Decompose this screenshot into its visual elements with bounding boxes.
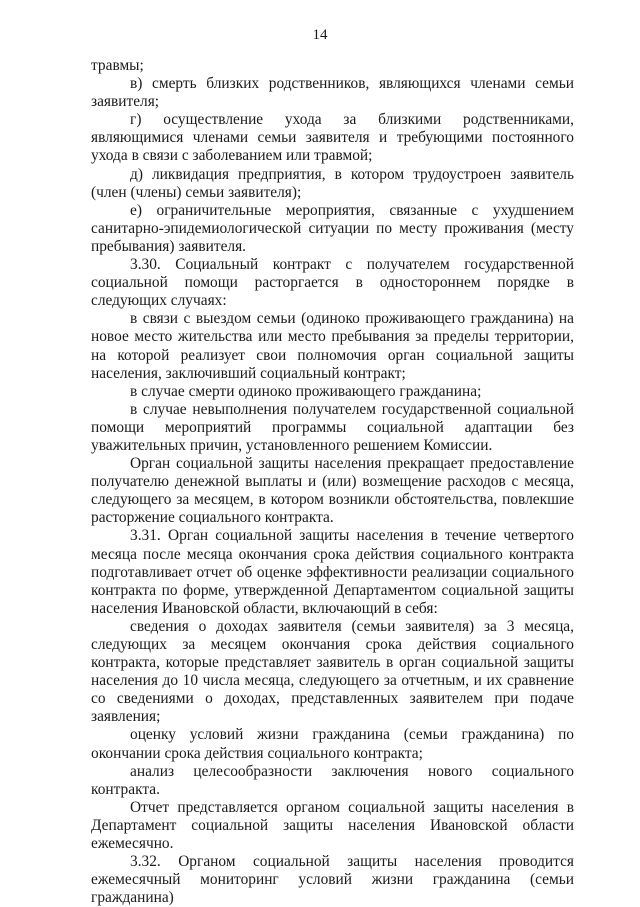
paragraph: Отчет представляется органом социальной защиты населения в Департамент социальной защиты населения Ивановской области ежемесячно. <box>91 798 574 853</box>
paragraph: г) осуществление ухода за близкими родственниками, являющимися членами семьи заявителя и требующими постоянного ухода в связи с заболеванием или травмой; <box>91 111 574 165</box>
paragraph: в случае невыполнения получателем государственной социальной помощи мероприятий программы социальной адаптации без уважительных причин, установленного решением Комиссии. <box>91 400 574 454</box>
document-body <box>91 57 574 907</box>
paragraph: оценку условий жизни гражданина (семьи гражданина) по окончании срока действия социального контракта; <box>91 726 574 762</box>
paragraph: травмы; <box>91 57 144 74</box>
paragraph: сведения о доходах заявителя (семьи заявителя) за 3 месяца, следующих за месяцем окончания срока действия социального контракта, которые представляет заявитель в орган социальной защиты населения до 10 числа месяца, следующего за отчетным, и их сравнение со сведениями о доходах, представленных заявителем при подаче заявления; <box>91 617 574 726</box>
paragraph: в случае смерти одиноко проживающего гражданина; <box>130 382 482 400</box>
paragraph: 3.31. Орган социальной защиты населения в течение четвертого месяца после месяца окончания срока действия социального контракта подготавливает отчет об оценке эффективности реализации социального контракта по форме, утвержденной Департаментом социальной защиты населения Ивановской области, включающий в себя: <box>91 527 574 617</box>
paragraph: анализ целесообразности заключения нового социального контракта. <box>91 762 574 798</box>
paragraph: 3.30. Социальный контракт с получателем государственной социальной помощи расторгается в одностороннем порядке в следующих случаях: <box>91 256 574 310</box>
paragraph: д) ликвидация предприятия, в котором трудоустроен заявитель (член (члены) семьи заявителя); <box>91 165 574 201</box>
paragraph: Орган социальной защиты населения прекращает предоставление получателю денежной выплаты и (или) возмещение расходов с месяца, следующего за месяцем, в котором возникли обстоятельства, повлекшие расторжение социального контракта. <box>91 455 574 527</box>
paragraph: 3.32. Органом социальной защиты населения проводится ежемесячный мониторинг условий жизни гражданина (семьи гражданина) <box>91 853 574 907</box>
paragraph: в) смерть близких родственников, являющихся членами семьи заявителя; <box>91 75 574 111</box>
page-number: 14 <box>312 27 328 43</box>
paragraph: е) ограничительные мероприятия, связанные с ухудшением санитарно-эпидемиологической ситуации по месту проживания (месту пребывания) заявителя. <box>91 201 574 255</box>
paragraph: в связи с выездом семьи (одиноко проживающего гражданина) на новое место жительства или место пребывания за пределы территории, на которой реализует свои полномочия орган социальной защиты населения, заключивший социальный контракт; <box>91 310 574 382</box>
